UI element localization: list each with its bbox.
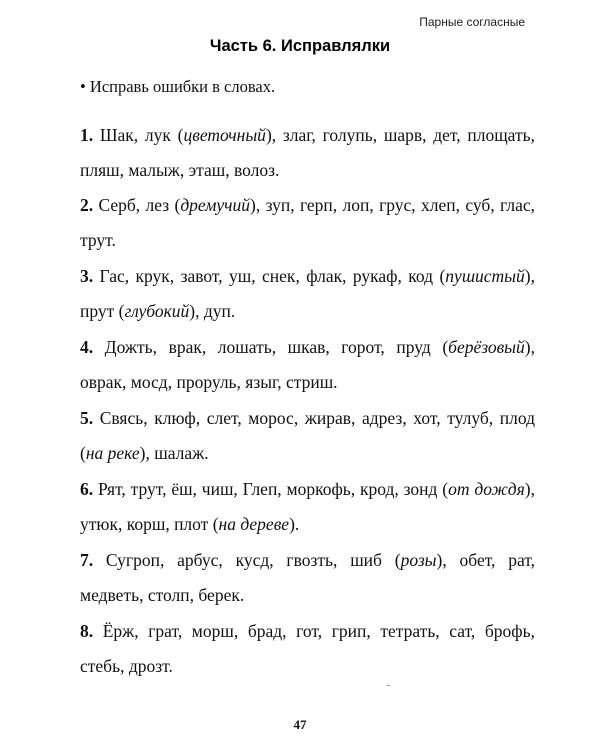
exercise-words: Свясь, клюф, слет, морос, жирав, адрез, хот, тулуб, плод ( [80,408,535,463]
exercise-words: ), злаг, голупь, шарв, дет, площать, пляш, малыж, эташ, волоз. [80,125,535,180]
exercise-words: Сугроп, арбус, кусд, гвозть, шиб ( [93,550,401,570]
exercise-number: 1. [80,125,94,145]
exercise-number: 2. [80,195,94,215]
exercise-words: ), дуп. [189,301,236,321]
exercise-words: ), прут ( [80,266,535,321]
exercise-item [80,330,535,400]
exercise-hint: дремучий [180,195,251,215]
exercise-number: 6. [80,479,94,499]
exercise-item [80,118,535,188]
exercise-words: Дожть, врак, лошать, шкав, горот, пруд ( [93,337,449,357]
exercise-item [80,401,535,471]
section-header: Парные согласные [419,15,525,29]
exercise-words: ), оврак, мосд, проруль, языг, стриш. [80,337,535,392]
exercise-number: 7. [80,550,94,570]
exercise-number: 4. [80,337,94,357]
exercise-item [80,614,535,684]
exercise-hint: на дереве [218,514,290,534]
exercise-hint: на реке [85,443,140,463]
exercise-hint: розы [400,550,437,570]
page-title: Часть 6. Исправлялки [209,37,391,55]
page-number: 47 [293,717,307,732]
exercise-item [80,472,535,542]
exercise-words: Шак, лук ( [93,125,184,145]
exercise-item [80,259,535,329]
exercise-hint: глубокий [124,301,190,321]
exercise-words: Гас, крук, завот, уш, снек, флак, рукаф, код ( [93,266,446,286]
scan-speck [387,685,390,686]
exercise-words: ), зуп, герп, лоп, грус, хлеп, суб, глас, трут. [80,195,535,250]
task-instruction: • Исправь ошибки в словах. [80,77,276,96]
exercise-words: Ёрж, грат, морш, брад, гот, грип, тетрать, сат, брофь, стебь, дрозт. [80,621,535,676]
exercise-hint: берёзовый [448,337,525,357]
exercise-number: 5. [80,408,94,428]
exercise-words: ), шалаж. [139,443,209,463]
exercise-words: ), обет, рат, медветь, столп, берек. [80,550,535,605]
exercise-words: ), утюк, корш, плот ( [80,479,535,534]
exercise-hint: пушистый [445,266,525,286]
exercise-number: 3. [80,266,94,286]
exercise-number: 8. [80,621,94,641]
exercise-hint: от дождя [448,479,525,499]
exercise-item [80,188,535,258]
exercise-item [80,543,535,613]
exercise-hint: цветочный [183,125,266,145]
exercise-words: Рят, трут, ёш, чиш, Глеп, моркофь, крод, зонд ( [93,479,449,499]
exercise-words: Серб, лез ( [93,195,181,215]
exercise-words: ). [289,514,300,534]
